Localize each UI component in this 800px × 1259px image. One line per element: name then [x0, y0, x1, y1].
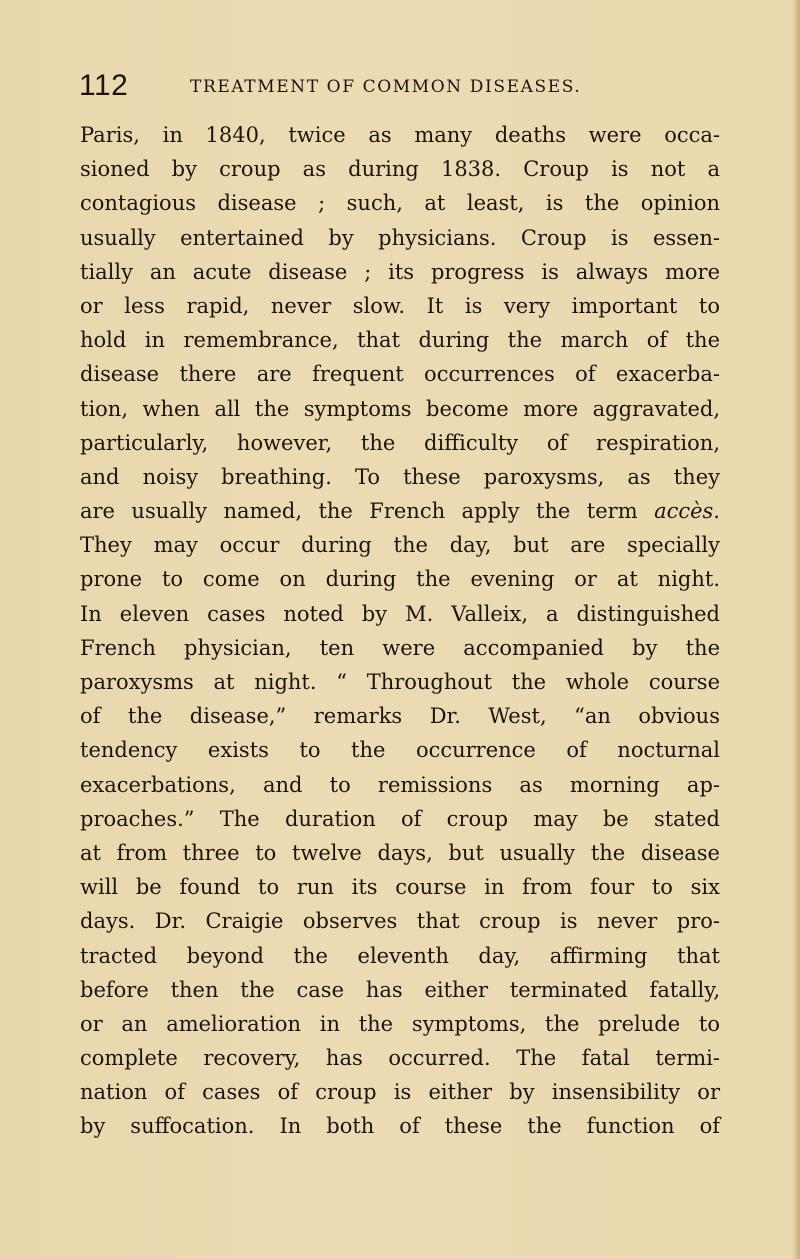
- text-line: tion, when all the symptoms become more aggravated,: [80, 396, 720, 421]
- text-line: proaches.” The duration of croup may be stated: [80, 806, 720, 831]
- text-line: before then the case has either terminated fatally,: [80, 977, 720, 1002]
- running-head: TREATMENT OF COMMON DISEASES.: [190, 77, 582, 97]
- page-number: 112: [79, 69, 129, 102]
- text-line: exacerbations, and to remissions as morning ap-: [80, 772, 720, 797]
- text-line: usually entertained by physicians. Croup is essen-: [80, 225, 720, 250]
- text-line: paroxysms at night. “ Throughout the whole course: [80, 670, 720, 694]
- text-line: disease there are frequent occurrences of exacerba-: [80, 362, 720, 387]
- text-line: days. Dr. Craigie observes that croup is never pro-: [80, 909, 720, 934]
- italic-term: accès.: [654, 499, 720, 524]
- text-line: nation of cases of croup is either by insensibility or: [80, 1080, 720, 1105]
- text-line: of the disease,” remarks Dr. West, “an obvious: [80, 704, 720, 729]
- text-line: tendency exists to the occurrence of nocturnal: [80, 738, 720, 763]
- text-line: at from three to twelve days, but usually the disease: [80, 840, 720, 865]
- text-line: hold in remembrance, that during the march of the: [80, 328, 720, 353]
- text-line: or an amelioration in the symptoms, the prelude to: [80, 1011, 720, 1036]
- text-line: In eleven cases noted by M. Valleix, a distinguished: [80, 601, 720, 626]
- text-line: and noisy breathing. To these paroxysms, as they: [80, 464, 720, 489]
- page-edge-shadow: [792, 0, 800, 1259]
- text-line: sioned by croup as during 1838. Croup is not a: [80, 157, 720, 182]
- page-header: [79, 66, 599, 106]
- text-line: They may occur during the day, but are specially: [80, 533, 720, 558]
- text-line: contagious disease ; such, at least, is the opinion: [80, 191, 720, 216]
- text-line: will be found to run its course in from four to six: [80, 875, 720, 900]
- text-line: tracted beyond the eleventh day, affirming that: [80, 943, 720, 968]
- text-line: prone to come on during the evening or at night.: [80, 567, 720, 592]
- text-line: French physician, ten were accompanied by the: [80, 635, 720, 660]
- text-line: Paris, in 1840, twice as many deaths were occa-: [80, 123, 720, 147]
- text-line-segment: are usually named, the French apply the term: [80, 499, 638, 524]
- text-line: by suffocation. In both of these the function of: [80, 1114, 720, 1139]
- text-line: particularly, however, the difficulty of respiration,: [80, 430, 720, 455]
- text-line-with-term: [80, 494, 720, 528]
- text-line: or less rapid, never slow. It is very important to: [80, 293, 720, 318]
- text-line: tially an acute disease ; its progress is always more: [80, 259, 720, 284]
- body-text: [80, 118, 720, 1144]
- text-line: complete recovery, has occurred. The fatal termi-: [80, 1046, 720, 1071]
